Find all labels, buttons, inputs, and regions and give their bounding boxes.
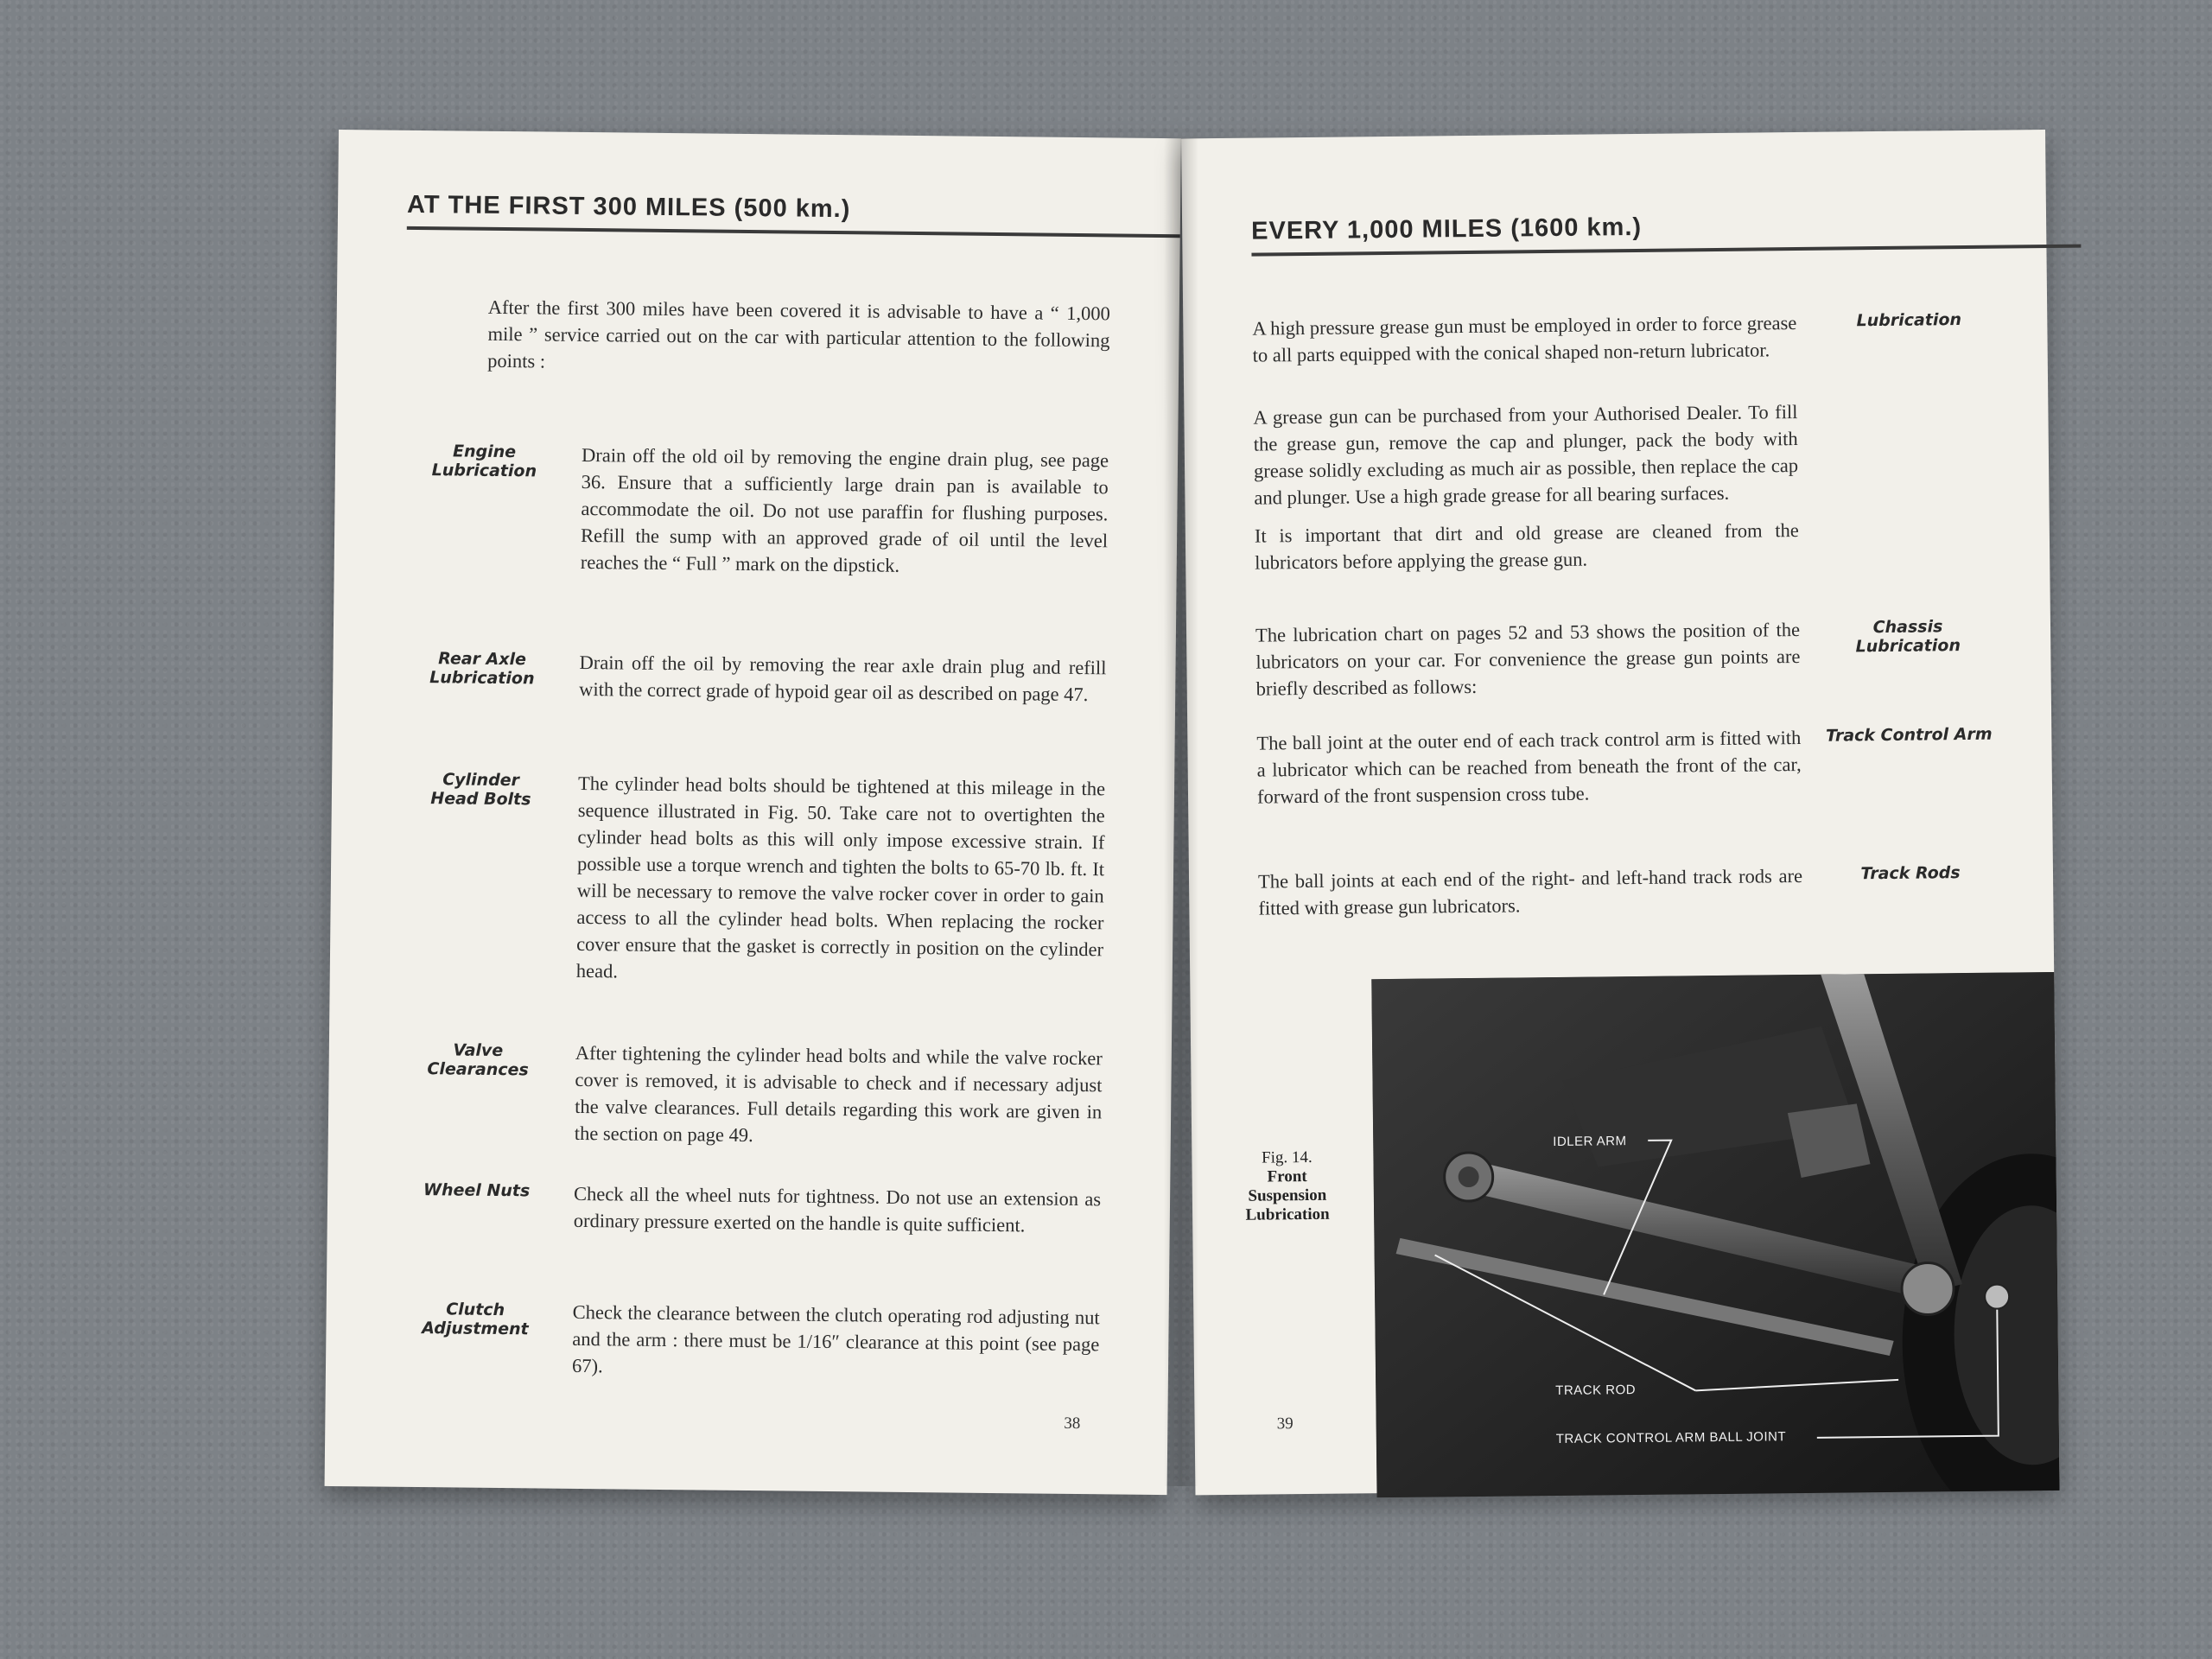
cylinder-head-bolts-text: The cylinder head bolts should be tightened at this mileage in the sequence illustrated in Fig. 50. Take care not to overtighten the cylinder head bolts as this will only impose excessive strain. If possible use a torque wrench and tighten the bolts to 65-70 lb. ft. It will be necessary to remove the valve rocker cover in order to gain access to all the cylinder head bolts. When replacing the rocker cover ensure that the gasket is correctly in position on the cylinder head.	[575, 772, 1106, 982]
track-control-arm-paragraph: The ball joint at the outer end of each track control arm is fitted with a lubricator which can be reached from beneath the front of the car, forward of the front suspension cross tube.	[1256, 726, 1802, 808]
left-page-header: AT THE FIRST 300 MILES (500 km.)	[407, 191, 1180, 238]
intro-paragraph: After the first 300 miles have been covered it is advisable to have a “ 1,000 mile ” service carried out on the car with particular attention to the following points :	[487, 296, 1110, 372]
figure-caption	[1226, 1148, 1348, 1225]
figure-title-line-1: Front	[1267, 1167, 1307, 1186]
figure-title-line-2: Suspension	[1248, 1185, 1327, 1205]
valve-clearances-text: After tightening the cylinder head bolts and while the valve rocker cover is removed, it is advisable to check and if necessary adjust the valve clearances. Full details regarding this work are given in the section on page 49.	[574, 1041, 1103, 1147]
figure-number: Fig. 14.	[1261, 1147, 1313, 1167]
rear-axle-lubrication-text: Drain off the oil by removing the rear axle drain plug and refill with the correct grade of hypoid gear oil as described on page 47.	[579, 651, 1107, 706]
side-label-clutch-adjustment: Clutch Adjustment	[422, 1300, 529, 1339]
suspension-illustration	[1371, 972, 2059, 1497]
page-number-left: 38	[1064, 1414, 1081, 1433]
lubrication-paragraph-1: A high pressure grease gun must be employed in order to force grease to all parts equipped with the conical shaped non-return lubricator.	[1252, 312, 1797, 366]
lubrication-paragraph-2: A grease gun can be purchased from your Authorised Dealer. To fill the grease gun, remove the cap and plunger, pack the body with grease solidly excluding as much air as possible, then replace the cap and plunger. Use a high grade grease for all bearing surfaces.	[1253, 401, 1799, 509]
side-label-rear-axle-lubrication: Rear Axle Lubrication	[429, 649, 535, 689]
side-label-track-rods: Track Rods	[1860, 863, 1961, 884]
side-label-lubrication: Lubrication	[1856, 310, 1962, 331]
right-page-header: EVERY 1,000 MILES (1600 km.)	[1251, 209, 2081, 257]
idler-arm-label: IDLER ARM	[1553, 1134, 1627, 1150]
open-booklet	[339, 130, 2058, 1503]
side-label-valve-clearances: Valve Clearances	[427, 1040, 529, 1080]
wheel-nuts-text: Check all the wheel nuts for tightness. Do not use an extension as ordinary pressure exerted on the handle is quite sufficient.	[573, 1182, 1102, 1236]
side-label-cylinder-head-bolts: Cylinder Head Bolts	[430, 770, 531, 810]
side-label-wheel-nuts: Wheel Nuts	[423, 1180, 531, 1201]
page-number-right: 39	[1276, 1414, 1294, 1433]
engine-lubrication-text: Drain off the old oil by removing the engine drain plug, see page 36. Ensure that a sufficiently large drain pan is available to accommodate the oil. Do not use paraffin for flushing purposes. Refill the sump with an approved grade of oil until the level reaches the “ Full ” mark on the dipstick.	[580, 443, 1109, 576]
track-control-arm-ball-joint-label: TRACK CONTROL ARM BALL JOINT	[1555, 1429, 1787, 1447]
clutch-adjustment-text: Check the clearance between the clutch operating rod adjusting nut and the arm : there must be 1/16″ clearance at this point (see page 67).	[571, 1300, 1100, 1377]
front-suspension-photo	[1371, 972, 2059, 1497]
lubrication-paragraph-3: It is important that dirt and old grease are cleaned from the lubricators before applying the grease gun.	[1254, 519, 1799, 574]
track-rods-paragraph: The ball joints at each end of the right- and left-hand track rods are fitted with grease gun lubricators.	[1257, 864, 1803, 919]
side-label-chassis-lubrication: Chassis Lubrication	[1855, 617, 1961, 657]
left-page	[325, 130, 1181, 1495]
book-gutter	[1164, 138, 1198, 1486]
side-label-track-control-arm: Track Control Arm	[1825, 724, 1993, 746]
right-page	[1181, 130, 2059, 1495]
figure-title-line-3: Lubrication	[1245, 1205, 1330, 1224]
track-rod-label: TRACK ROD	[1555, 1382, 1637, 1399]
chassis-lubrication-paragraph: The lubrication chart on pages 52 and 53 shows the position of the lubricators on your car. For convenience the grease gun points are briefly described as follows:	[1255, 619, 1801, 700]
side-label-engine-lubrication: Engine Lubrication	[431, 442, 537, 481]
